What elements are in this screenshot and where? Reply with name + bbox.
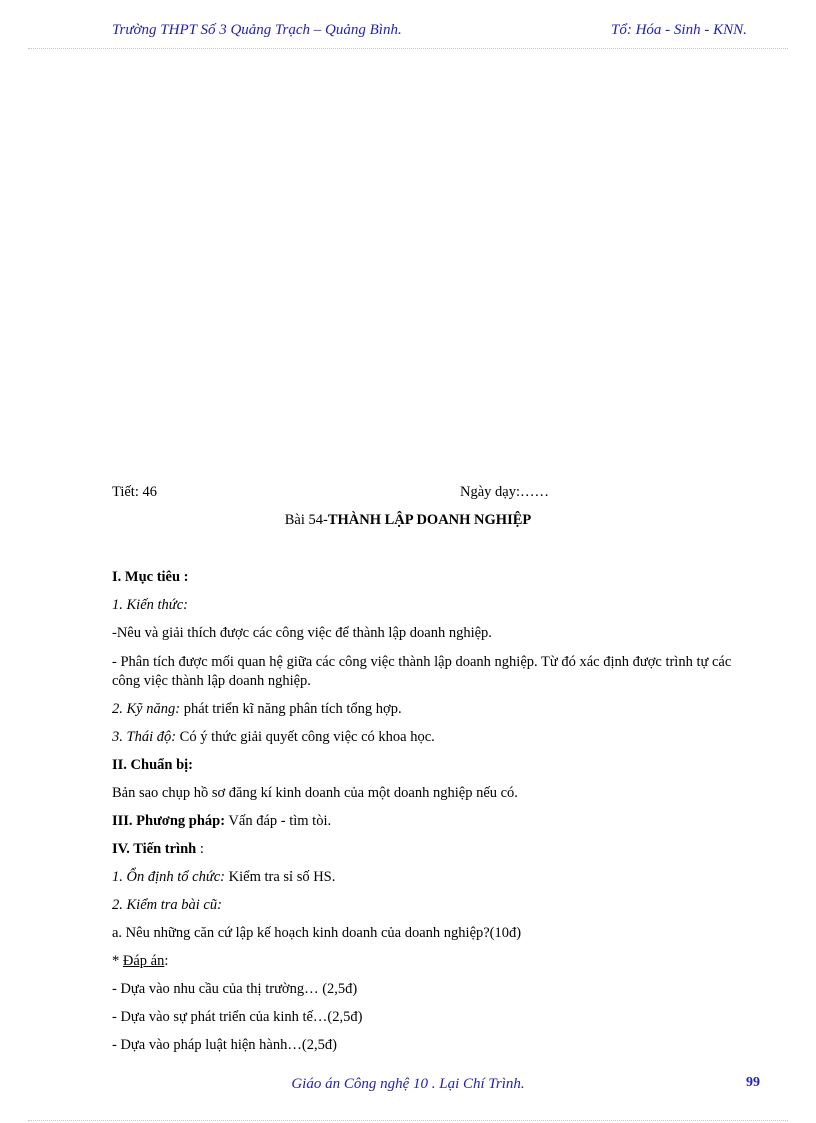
lesson-period: Tiết: 46: [112, 484, 157, 500]
attitude-text: Có ý thức giải quyết công việc có khoa học.: [176, 729, 435, 745]
method-line: [112, 813, 331, 830]
footer-divider: [28, 1120, 788, 1121]
method-text: Vấn đáp - tìm tòi.: [225, 813, 332, 829]
answer-item-1: - Dựa vào nhu cầu của thị trường… (2,5đ): [112, 981, 358, 997]
knowledge-item-1: -Nêu và giải thích được các công việc để thành lập doanh nghiệp.: [112, 625, 492, 641]
organization-line: [112, 869, 335, 886]
organization-label: 1. Ổn định tổ chức:: [112, 869, 226, 885]
knowledge-item-2: - Phân tích được mối quan hệ giữa các công việc thành lập doanh nghiệp. Từ đó xác định được trình tự các công việc thành lập doanh nghiệp.: [112, 654, 732, 689]
page-number: 99: [746, 1075, 760, 1090]
skill-text: phát triển kĩ năng phân tích tổng hợp.: [180, 701, 402, 717]
section-preparation-heading: II. Chuẩn bị:: [112, 757, 193, 773]
section-objectives-heading: I. Mục tiêu :: [112, 569, 189, 585]
footer-text: Giáo án Công nghệ 10 . Lại Chí Trình.: [291, 1076, 525, 1092]
answer-colon: :: [164, 953, 169, 969]
lesson-title-main: THÀNH LẬP DOANH NGHIỆP: [327, 512, 532, 528]
old-lesson-check-label: 2. Kiểm tra bài cũ:: [112, 897, 222, 913]
preparation-text: Bản sao chụp hồ sơ đăng kí kinh doanh của một doanh nghiệp nếu có.: [112, 785, 518, 801]
skill-line: [112, 701, 402, 718]
knowledge-label: 1. Kiến thức:: [112, 597, 188, 613]
answer-label: Đáp án: [122, 953, 165, 969]
organization-text: Kiểm tra sỉ số HS.: [225, 869, 336, 885]
section-method-heading: III. Phương pháp:: [112, 813, 226, 829]
attitude-line: [112, 729, 435, 746]
lesson-date: Ngày dạy:……: [460, 484, 549, 500]
answer-star: *: [112, 953, 123, 969]
procedure-line: [112, 841, 204, 858]
check-question: a. Nêu những căn cứ lập kế hoạch kinh doanh của doanh nghiệp?(10đ): [112, 925, 522, 941]
lesson-title: [0, 512, 816, 529]
answer-item-2: - Dựa vào sự phát triển của kinh tế…(2,5đ): [112, 1009, 363, 1025]
procedure-heading-suffix: :: [196, 841, 204, 857]
skill-label: 2. Kỹ năng:: [112, 701, 181, 717]
attitude-label: 3. Thái độ:: [112, 729, 177, 745]
answer-heading: [112, 953, 168, 970]
header-school: Trường THPT Số 3 Quảng Trạch – Quảng Bình.: [112, 22, 402, 38]
answer-item-3: - Dựa vào pháp luật hiện hành…(2,5đ): [112, 1037, 337, 1053]
header-department: Tổ: Hóa - Sinh - KNN.: [611, 22, 747, 38]
lesson-title-prefix: Bài 54-: [284, 512, 328, 528]
header-divider: [28, 48, 788, 49]
section-procedure-heading: IV. Tiến trình: [112, 841, 197, 857]
